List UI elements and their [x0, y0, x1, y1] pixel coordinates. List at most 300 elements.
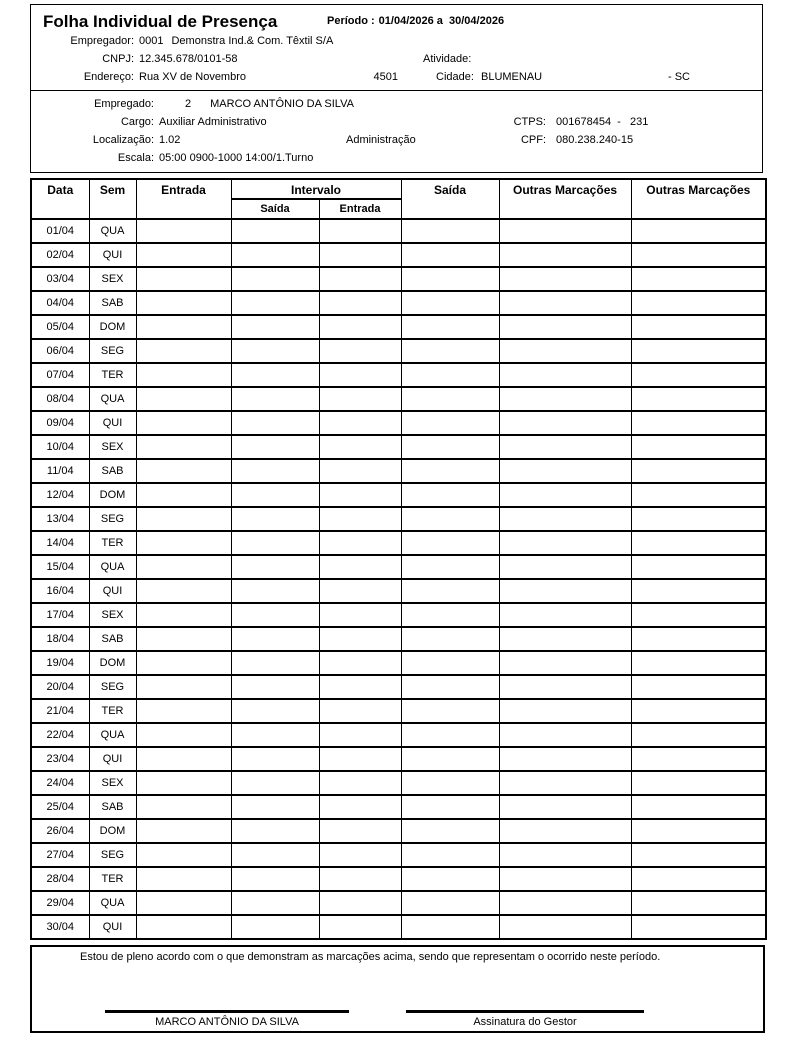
table-row [31, 531, 766, 555]
intervalo-saida-cell [231, 483, 319, 507]
weekday-cell: DOM [89, 651, 136, 675]
cargo-line [31, 115, 762, 129]
table-row [31, 363, 766, 387]
departamento-value: Administração [346, 134, 416, 146]
manager-signature-line [406, 1010, 644, 1013]
intervalo-entrada-cell [319, 915, 401, 939]
date-cell: 07/04 [31, 363, 89, 387]
outras-marcacoes-2-cell [631, 723, 766, 747]
weekday-cell: QUI [89, 411, 136, 435]
employee-signature-line [105, 1010, 349, 1013]
intervalo-saida-cell [231, 219, 319, 243]
entrada-cell [136, 459, 231, 483]
endereco-numero: 4501 [373, 71, 398, 83]
saida-cell [401, 579, 499, 603]
intervalo-saida-cell [231, 603, 319, 627]
weekday-cell: TER [89, 867, 136, 891]
outras-marcacoes-1-cell [499, 675, 631, 699]
table-row [31, 795, 766, 819]
outras-marcacoes-1-cell [499, 579, 631, 603]
weekday-cell: QUA [89, 555, 136, 579]
date-cell: 18/04 [31, 627, 89, 651]
saida-cell [401, 915, 499, 939]
date-cell: 10/04 [31, 435, 89, 459]
outras-marcacoes-2-cell [631, 507, 766, 531]
weekday-cell: QUA [89, 219, 136, 243]
date-cell: 06/04 [31, 339, 89, 363]
intervalo-entrada-cell [319, 483, 401, 507]
table-row [31, 867, 766, 891]
employee-signature-label: MARCO ANTÔNIO DA SILVA [155, 1016, 299, 1028]
localizacao-label: Localização: [92, 134, 154, 146]
saida-cell [401, 531, 499, 555]
outras-marcacoes-2-cell [631, 819, 766, 843]
localizacao-value: 1.02 [159, 134, 181, 146]
table-row [31, 243, 766, 267]
saida-cell [401, 795, 499, 819]
intervalo-entrada-cell [319, 723, 401, 747]
cidade-label: Cidade: [436, 71, 474, 83]
ctps-label: CTPS: [513, 116, 546, 128]
saida-cell [401, 363, 499, 387]
empregado-name: MARCO ANTÔNIO DA SILVA [210, 98, 354, 110]
intervalo-entrada-cell [319, 579, 401, 603]
date-cell: 24/04 [31, 771, 89, 795]
table-row [31, 603, 766, 627]
outras-marcacoes-1-cell [499, 867, 631, 891]
entrada-cell [136, 699, 231, 723]
weekday-cell: SEX [89, 603, 136, 627]
entrada-cell [136, 219, 231, 243]
escala-line [31, 151, 762, 165]
table-row [31, 411, 766, 435]
intervalo-saida-cell [231, 651, 319, 675]
outras-marcacoes-2-cell [631, 651, 766, 675]
entrada-cell [136, 867, 231, 891]
endereco-label: Endereço: [83, 71, 134, 83]
outras-marcacoes-1-cell [499, 699, 631, 723]
entrada-cell [136, 675, 231, 699]
intervalo-saida-cell [231, 435, 319, 459]
saida-cell [401, 627, 499, 651]
weekday-cell: QUI [89, 915, 136, 939]
date-cell: 19/04 [31, 651, 89, 675]
signature-box [30, 945, 765, 1033]
empregador-code: 0001 [139, 35, 164, 47]
intervalo-entrada-cell [319, 459, 401, 483]
table-row [31, 651, 766, 675]
saida-cell [401, 315, 499, 339]
saida-cell [401, 387, 499, 411]
outras-marcacoes-2-cell [631, 915, 766, 939]
intervalo-saida-cell [231, 867, 319, 891]
intervalo-saida-cell [231, 507, 319, 531]
intervalo-entrada-cell [319, 555, 401, 579]
outras-marcacoes-2-cell [631, 699, 766, 723]
table-row [31, 771, 766, 795]
outras-marcacoes-1-cell [499, 435, 631, 459]
outras-marcacoes-2-cell [631, 795, 766, 819]
table-row [31, 675, 766, 699]
date-cell: 01/04 [31, 219, 89, 243]
intervalo-saida-cell [231, 747, 319, 771]
cidade-value: BLUMENAU [481, 71, 543, 83]
empregador-line [31, 34, 762, 48]
date-cell: 14/04 [31, 531, 89, 555]
intervalo-saida-cell [231, 843, 319, 867]
outras-marcacoes-1-cell [499, 459, 631, 483]
date-cell: 23/04 [31, 747, 89, 771]
weekday-cell: SAB [89, 795, 136, 819]
weekday-cell: TER [89, 699, 136, 723]
empregador-name: Demonstra Ind.& Com. Têxtil S/A [171, 35, 334, 47]
outras-marcacoes-1-cell [499, 387, 631, 411]
table-row [31, 339, 766, 363]
saida-cell [401, 675, 499, 699]
entrada-cell [136, 315, 231, 339]
saida-cell [401, 459, 499, 483]
intervalo-entrada-cell [319, 387, 401, 411]
agreement-text: Estou de pleno acordo com o que demonstram as marcações acima, sendo que representam o ocorrido neste período. [80, 951, 661, 963]
date-cell: 29/04 [31, 891, 89, 915]
intervalo-saida-cell [231, 819, 319, 843]
date-cell: 20/04 [31, 675, 89, 699]
intervalo-entrada-cell [319, 363, 401, 387]
outras-marcacoes-2-cell [631, 339, 766, 363]
weekday-cell: SEX [89, 435, 136, 459]
cpf-label: CPF: [520, 134, 546, 146]
escala-label: Escala: [117, 152, 154, 164]
outras-marcacoes-1-cell [499, 411, 631, 435]
outras-marcacoes-2-cell [631, 555, 766, 579]
intervalo-saida-cell [231, 339, 319, 363]
table-row [31, 699, 766, 723]
saida-cell [401, 747, 499, 771]
intervalo-entrada-cell [319, 435, 401, 459]
outras-marcacoes-2-cell [631, 291, 766, 315]
outras-marcacoes-2-cell [631, 675, 766, 699]
intervalo-saida-cell [231, 555, 319, 579]
escala-value: 05:00 0900-1000 14:00/1.Turno [159, 152, 314, 164]
outras-marcacoes-1-cell [499, 603, 631, 627]
outras-marcacoes-2-cell [631, 387, 766, 411]
cnpj-line [31, 52, 762, 66]
saida-cell [401, 651, 499, 675]
outras-marcacoes-1-cell [499, 915, 631, 939]
saida-cell [401, 339, 499, 363]
entrada-cell [136, 363, 231, 387]
saida-cell [401, 843, 499, 867]
intervalo-saida-cell [231, 915, 319, 939]
weekday-cell: SEG [89, 843, 136, 867]
outras-marcacoes-2-cell [631, 363, 766, 387]
date-cell: 11/04 [31, 459, 89, 483]
date-cell: 12/04 [31, 483, 89, 507]
intervalo-entrada-cell [319, 315, 401, 339]
saida-cell [401, 819, 499, 843]
weekday-cell: SAB [89, 291, 136, 315]
saida-cell [401, 771, 499, 795]
date-cell: 09/04 [31, 411, 89, 435]
outras-marcacoes-1-cell [499, 723, 631, 747]
weekday-cell: TER [89, 363, 136, 387]
entrada-cell [136, 291, 231, 315]
entrada-cell [136, 795, 231, 819]
outras-marcacoes-1-cell [499, 243, 631, 267]
weekday-cell: QUI [89, 747, 136, 771]
outras-marcacoes-2-cell [631, 483, 766, 507]
intervalo-saida-cell [231, 771, 319, 795]
outras-marcacoes-1-cell [499, 843, 631, 867]
outras-marcacoes-2-cell [631, 747, 766, 771]
outras-marcacoes-2-cell [631, 243, 766, 267]
intervalo-saida-cell [231, 675, 319, 699]
entrada-cell [136, 723, 231, 747]
page-title: Folha Individual de Presença [43, 12, 278, 31]
outras-marcacoes-1-cell [499, 363, 631, 387]
endereco-value: Rua XV de Novembro [139, 71, 246, 83]
table-row [31, 819, 766, 843]
weekday-cell: SEG [89, 507, 136, 531]
saida-cell [401, 411, 499, 435]
cnpj-label: CNPJ: [102, 53, 134, 65]
weekday-cell: SEX [89, 267, 136, 291]
outras-marcacoes-1-cell [499, 627, 631, 651]
outras-marcacoes-1-cell [499, 339, 631, 363]
localizacao-line [31, 133, 762, 147]
date-cell: 08/04 [31, 387, 89, 411]
intervalo-entrada-cell [319, 795, 401, 819]
table-row [31, 627, 766, 651]
date-cell: 04/04 [31, 291, 89, 315]
date-cell: 16/04 [31, 579, 89, 603]
outras-marcacoes-2-cell [631, 459, 766, 483]
outras-marcacoes-1-cell [499, 219, 631, 243]
table-row [31, 747, 766, 771]
endereco-line [31, 70, 762, 84]
table-row [31, 555, 766, 579]
entrada-cell [136, 819, 231, 843]
col-header-intervalo-entrada: Entrada [319, 199, 401, 219]
entrada-cell [136, 579, 231, 603]
outras-marcacoes-2-cell [631, 435, 766, 459]
entrada-cell [136, 435, 231, 459]
outras-marcacoes-1-cell [499, 531, 631, 555]
intervalo-entrada-cell [319, 867, 401, 891]
intervalo-saida-cell [231, 315, 319, 339]
table-row [31, 315, 766, 339]
outras-marcacoes-1-cell [499, 315, 631, 339]
date-cell: 21/04 [31, 699, 89, 723]
intervalo-saida-cell [231, 459, 319, 483]
entrada-cell [136, 411, 231, 435]
intervalo-saida-cell [231, 411, 319, 435]
intervalo-entrada-cell [319, 219, 401, 243]
outras-marcacoes-2-cell [631, 771, 766, 795]
col-header-saida: Saída [401, 179, 499, 219]
weekday-cell: DOM [89, 819, 136, 843]
outras-marcacoes-1-cell [499, 771, 631, 795]
outras-marcacoes-1-cell [499, 795, 631, 819]
outras-marcacoes-2-cell [631, 603, 766, 627]
table-row [31, 435, 766, 459]
empregado-line [31, 97, 762, 111]
uf-value: - SC [668, 71, 690, 83]
period [327, 15, 504, 27]
outras-marcacoes-1-cell [499, 747, 631, 771]
date-cell: 28/04 [31, 867, 89, 891]
date-cell: 02/04 [31, 243, 89, 267]
intervalo-entrada-cell [319, 531, 401, 555]
saida-cell [401, 435, 499, 459]
intervalo-entrada-cell [319, 411, 401, 435]
intervalo-saida-cell [231, 723, 319, 747]
weekday-cell: QUA [89, 891, 136, 915]
cargo-value: Auxiliar Administrativo [159, 116, 267, 128]
period-value: 01/04/2026 a 30/04/2026 [378, 15, 505, 27]
info-box [30, 4, 763, 173]
intervalo-entrada-cell [319, 243, 401, 267]
intervalo-saida-cell [231, 795, 319, 819]
saida-cell [401, 267, 499, 291]
weekday-cell: SEG [89, 339, 136, 363]
outras-marcacoes-2-cell [631, 267, 766, 291]
saida-cell [401, 507, 499, 531]
weekday-cell: QUI [89, 243, 136, 267]
weekday-cell: DOM [89, 483, 136, 507]
weekday-cell: SAB [89, 459, 136, 483]
entrada-cell [136, 915, 231, 939]
entrada-cell [136, 747, 231, 771]
period-label: Período : [327, 15, 375, 27]
manager-signature-label: Assinatura do Gestor [473, 1016, 577, 1028]
attendance-table [30, 178, 767, 940]
table-row [31, 843, 766, 867]
table-row [31, 267, 766, 291]
empregador-label: Empregador: [70, 35, 134, 47]
weekday-cell: SEG [89, 675, 136, 699]
entrada-cell [136, 483, 231, 507]
intervalo-entrada-cell [319, 267, 401, 291]
date-cell: 13/04 [31, 507, 89, 531]
intervalo-entrada-cell [319, 291, 401, 315]
entrada-cell [136, 243, 231, 267]
intervalo-saida-cell [231, 387, 319, 411]
intervalo-entrada-cell [319, 843, 401, 867]
atividade-label: Atividade: [423, 53, 472, 65]
col-header-entrada: Entrada [136, 179, 231, 219]
col-header-intervalo-saida: Saída [231, 199, 319, 219]
intervalo-entrada-cell [319, 507, 401, 531]
entrada-cell [136, 627, 231, 651]
outras-marcacoes-2-cell [631, 411, 766, 435]
date-cell: 15/04 [31, 555, 89, 579]
entrada-cell [136, 531, 231, 555]
date-cell: 27/04 [31, 843, 89, 867]
intervalo-entrada-cell [319, 603, 401, 627]
entrada-cell [136, 891, 231, 915]
date-cell: 03/04 [31, 267, 89, 291]
weekday-cell: DOM [89, 315, 136, 339]
cpf-value: 080.238.240-15 [556, 134, 634, 146]
intervalo-entrada-cell [319, 339, 401, 363]
cargo-label: Cargo: [120, 116, 154, 128]
date-cell: 30/04 [31, 915, 89, 939]
col-header-outras-1: Outras Marcações [499, 179, 631, 219]
entrada-cell [136, 555, 231, 579]
weekday-cell: SEX [89, 771, 136, 795]
saida-cell [401, 699, 499, 723]
saida-cell [401, 891, 499, 915]
weekday-cell: QUI [89, 579, 136, 603]
outras-marcacoes-2-cell [631, 867, 766, 891]
intervalo-entrada-cell [319, 651, 401, 675]
weekday-cell: QUA [89, 387, 136, 411]
outras-marcacoes-1-cell [499, 891, 631, 915]
saida-cell [401, 603, 499, 627]
intervalo-entrada-cell [319, 819, 401, 843]
intervalo-saida-cell [231, 531, 319, 555]
intervalo-saida-cell [231, 891, 319, 915]
table-row [31, 891, 766, 915]
table-row [31, 219, 766, 243]
table-row [31, 387, 766, 411]
entrada-cell [136, 771, 231, 795]
weekday-cell: QUA [89, 723, 136, 747]
intervalo-entrada-cell [319, 627, 401, 651]
date-cell: 22/04 [31, 723, 89, 747]
outras-marcacoes-2-cell [631, 315, 766, 339]
table-row [31, 483, 766, 507]
saida-cell [401, 723, 499, 747]
intervalo-entrada-cell [319, 891, 401, 915]
weekday-cell: TER [89, 531, 136, 555]
outras-marcacoes-1-cell [499, 267, 631, 291]
intervalo-saida-cell [231, 267, 319, 291]
saida-cell [401, 219, 499, 243]
entrada-cell [136, 339, 231, 363]
intervalo-saida-cell [231, 699, 319, 723]
entrada-cell [136, 387, 231, 411]
saida-cell [401, 483, 499, 507]
entrada-cell [136, 843, 231, 867]
date-cell: 25/04 [31, 795, 89, 819]
intervalo-saida-cell [231, 627, 319, 651]
col-header-intervalo: Intervalo [231, 179, 401, 199]
intervalo-entrada-cell [319, 699, 401, 723]
table-row [31, 723, 766, 747]
weekday-cell: SAB [89, 627, 136, 651]
outras-marcacoes-1-cell [499, 483, 631, 507]
col-header-outras-2: Outras Marcações [631, 179, 766, 219]
date-cell: 17/04 [31, 603, 89, 627]
outras-marcacoes-2-cell [631, 531, 766, 555]
saida-cell [401, 867, 499, 891]
entrada-cell [136, 507, 231, 531]
intervalo-entrada-cell [319, 747, 401, 771]
section-divider [30, 90, 763, 91]
outras-marcacoes-2-cell [631, 219, 766, 243]
entrada-cell [136, 267, 231, 291]
saida-cell [401, 243, 499, 267]
outras-marcacoes-1-cell [499, 651, 631, 675]
attendance-rows [31, 219, 766, 939]
intervalo-saida-cell [231, 291, 319, 315]
table-row [31, 459, 766, 483]
outras-marcacoes-1-cell [499, 291, 631, 315]
saida-cell [401, 291, 499, 315]
intervalo-entrada-cell [319, 675, 401, 699]
